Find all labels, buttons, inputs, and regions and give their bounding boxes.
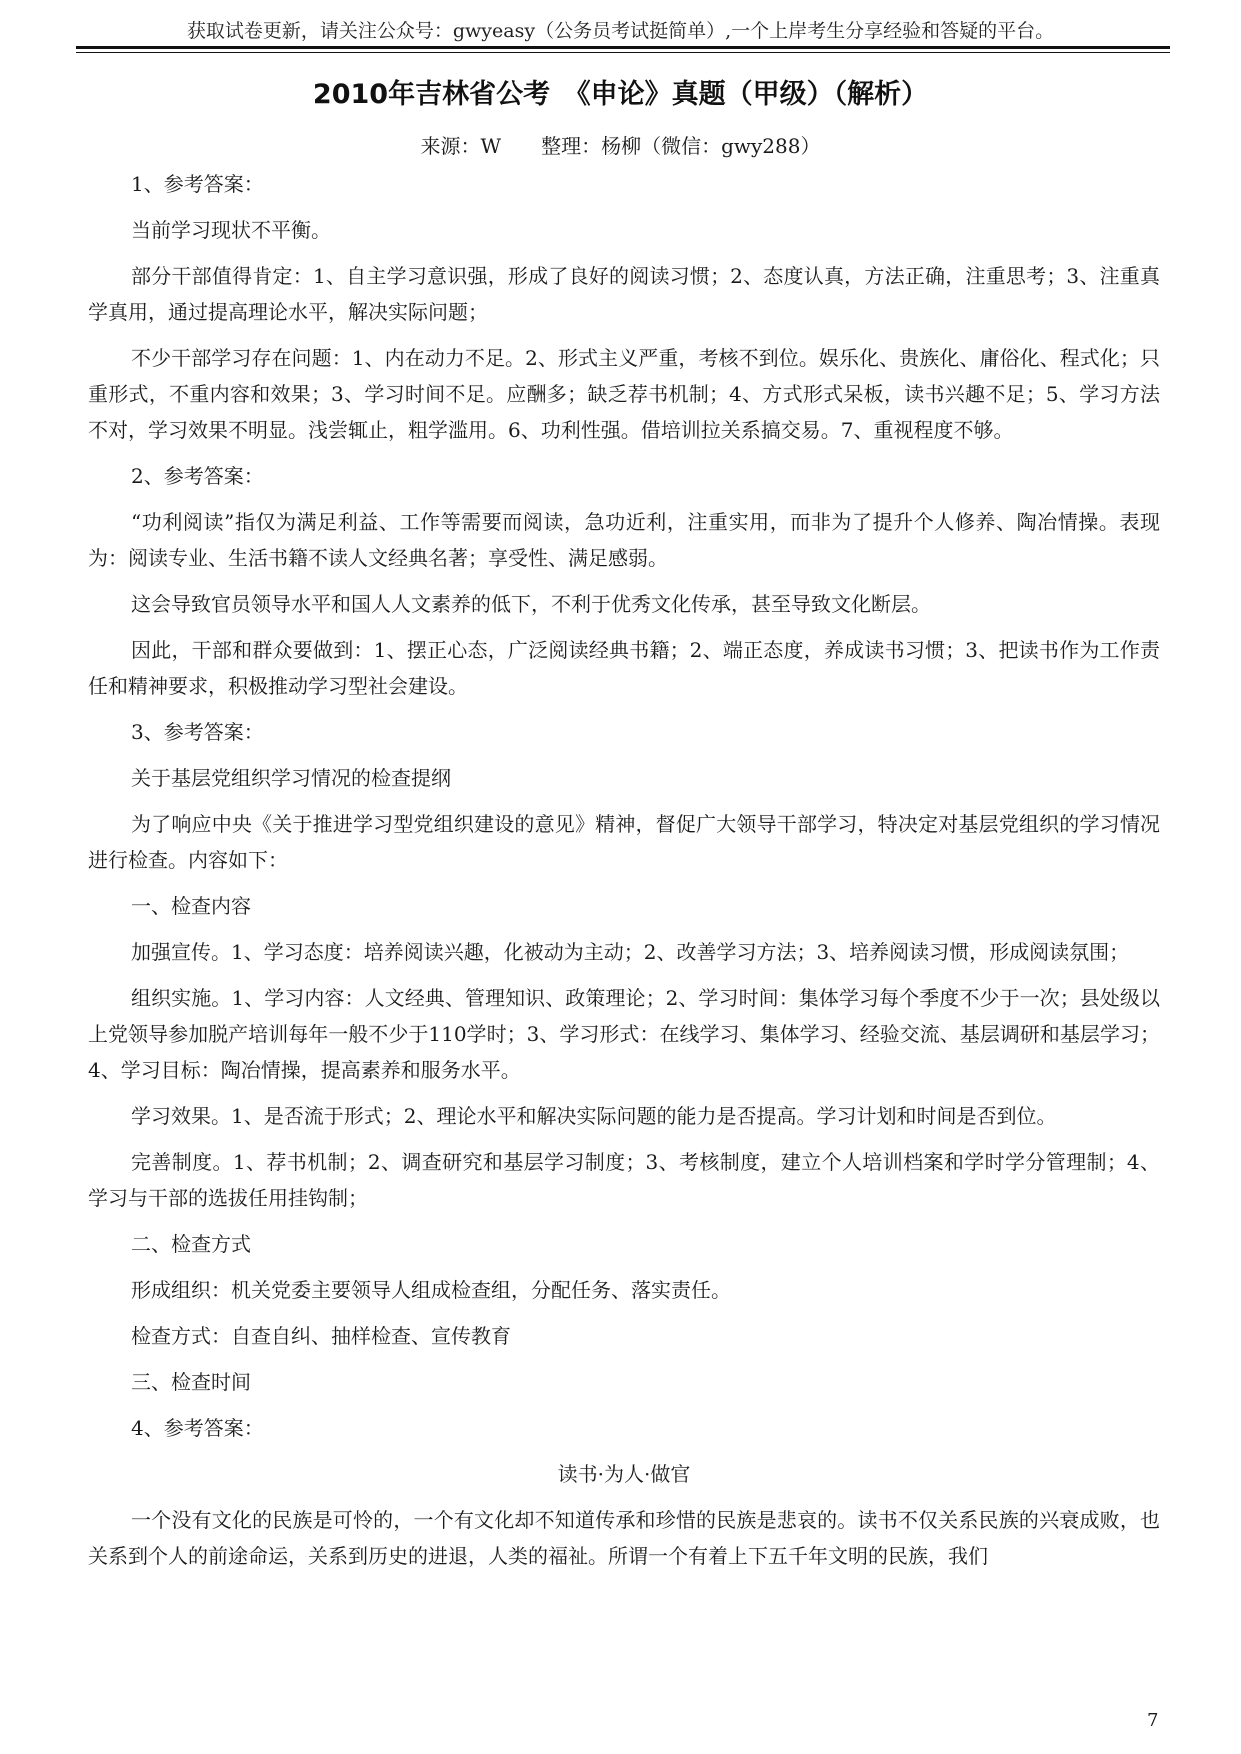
body-paragraph: 完善制度。1、荐书机制；2、调查研究和基层学习制度；3、考核制度，建立个人培训档案和学时学分管理制；4、学习与干部的选拔任用挂钩制；	[88, 1150, 1160, 1210]
body-paragraph: 1、参考答案：	[131, 172, 264, 196]
body-paragraph: 这会导致官员领导水平和国人人文素养的低下，不利于优秀文化传承，甚至导致文化断层。	[131, 592, 931, 616]
body-paragraph: 检查方式：自查自纠、抽样检查、宣传教育	[131, 1324, 511, 1348]
body-paragraph: 二、检查方式	[131, 1232, 251, 1256]
body-paragraph: 一个没有文化的民族是可怜的，一个有文化却不知道传承和珍惜的民族是悲哀的。读书不仅关系民族的兴衰成败，也关系到个人的前途命运，关系到历史的进退，人类的福祉。所谓一个有着上下五千年文明的民族，我们	[88, 1508, 1160, 1568]
header-note: 获取试卷更新，请关注公众号：gwyeasy（公务员考试挺简单）,一个上岸考生分享经验和答疑的平台。	[186, 20, 1055, 42]
document-subtitle: 来源：W 整理：杨柳（微信：gwy288）	[420, 134, 821, 158]
document-body	[88, 166, 1160, 1584]
body-paragraph: 形成组织：机关党委主要领导人组成检查组，分配任务、落实责任。	[131, 1278, 731, 1302]
section-heading: 读书·为人·做官	[557, 1462, 691, 1486]
body-paragraph: 为了响应中央《关于推进学习型党组织建设的意见》精神，督促广大领导干部学习，特决定对基层党组织的学习情况进行检查。内容如下：	[88, 812, 1160, 872]
header-rule-thick	[76, 46, 1170, 49]
body-paragraph: 当前学习现状不平衡。	[131, 218, 331, 242]
body-paragraph: 2、参考答案：	[131, 464, 264, 488]
body-paragraph: “功利阅读”指仅为满足利益、工作等需要而阅读，急功近利，注重实用，而非为了提升个人修养、陶冶情操。表现为：阅读专业、生活书籍不读人文经典名著；享受性、满足感弱。	[88, 510, 1160, 570]
body-paragraph: 不少干部学习存在问题：1、内在动力不足。2、形式主义严重，考核不到位。娱乐化、贵族化、庸俗化、程式化；只重形式，不重内容和效果；3、学习时间不足。应酬多；缺乏荐书机制；4、方式形式呆板，读书兴趣不足；5、学习方法不对，学习效果不明显。浅尝辄止，粗学滥用。6、功利性强。借培训拉关系搞交易。7、重视程度不够。	[88, 346, 1160, 442]
body-paragraph: 3、参考答案：	[131, 720, 264, 744]
body-paragraph: 学习效果。1、是否流于形式；2、理论水平和解决实际问题的能力是否提高。学习计划和时间是否到位。	[131, 1104, 1057, 1128]
body-paragraph: 三、检查时间	[131, 1370, 251, 1394]
body-paragraph: 组织实施。1、学习内容：人文经典、管理知识、政策理论；2、学习时间：集体学习每个季度不少于一次；县处级以上党领导参加脱产培训每年一般不少于110学时；3、学习形式：在线学习、集体学习、经验交流、基层调研和基层学习；4、学习目标：陶冶情操，提高素养和服务水平。	[88, 986, 1160, 1082]
body-paragraph: 部分干部值得肯定：1、自主学习意识强，形成了良好的阅读习惯；2、态度认真，方法正确，注重思考；3、注重真学真用，通过提高理论水平，解决实际问题；	[88, 264, 1160, 324]
document-title: 2010年吉林省公考 《申论》真题（甲级）（解析）	[312, 79, 929, 110]
body-paragraph: 关于基层党组织学习情况的检查提纲	[131, 766, 451, 790]
body-paragraph: 因此，干部和群众要做到：1、摆正心态，广泛阅读经典书籍；2、端正态度，养成读书习惯；3、把读书作为工作责任和精神要求，积极推动学习型社会建设。	[88, 638, 1160, 698]
header-rule-thin	[76, 52, 1170, 53]
body-paragraph: 4、参考答案：	[131, 1416, 264, 1440]
body-paragraph: 一、检查内容	[131, 894, 251, 918]
body-paragraph: 加强宣传。1、学习态度：培养阅读兴趣，化被动为主动；2、改善学习方法；3、培养阅读习惯，形成阅读氛围；	[131, 940, 1130, 964]
page-number: 7	[1147, 1710, 1159, 1731]
